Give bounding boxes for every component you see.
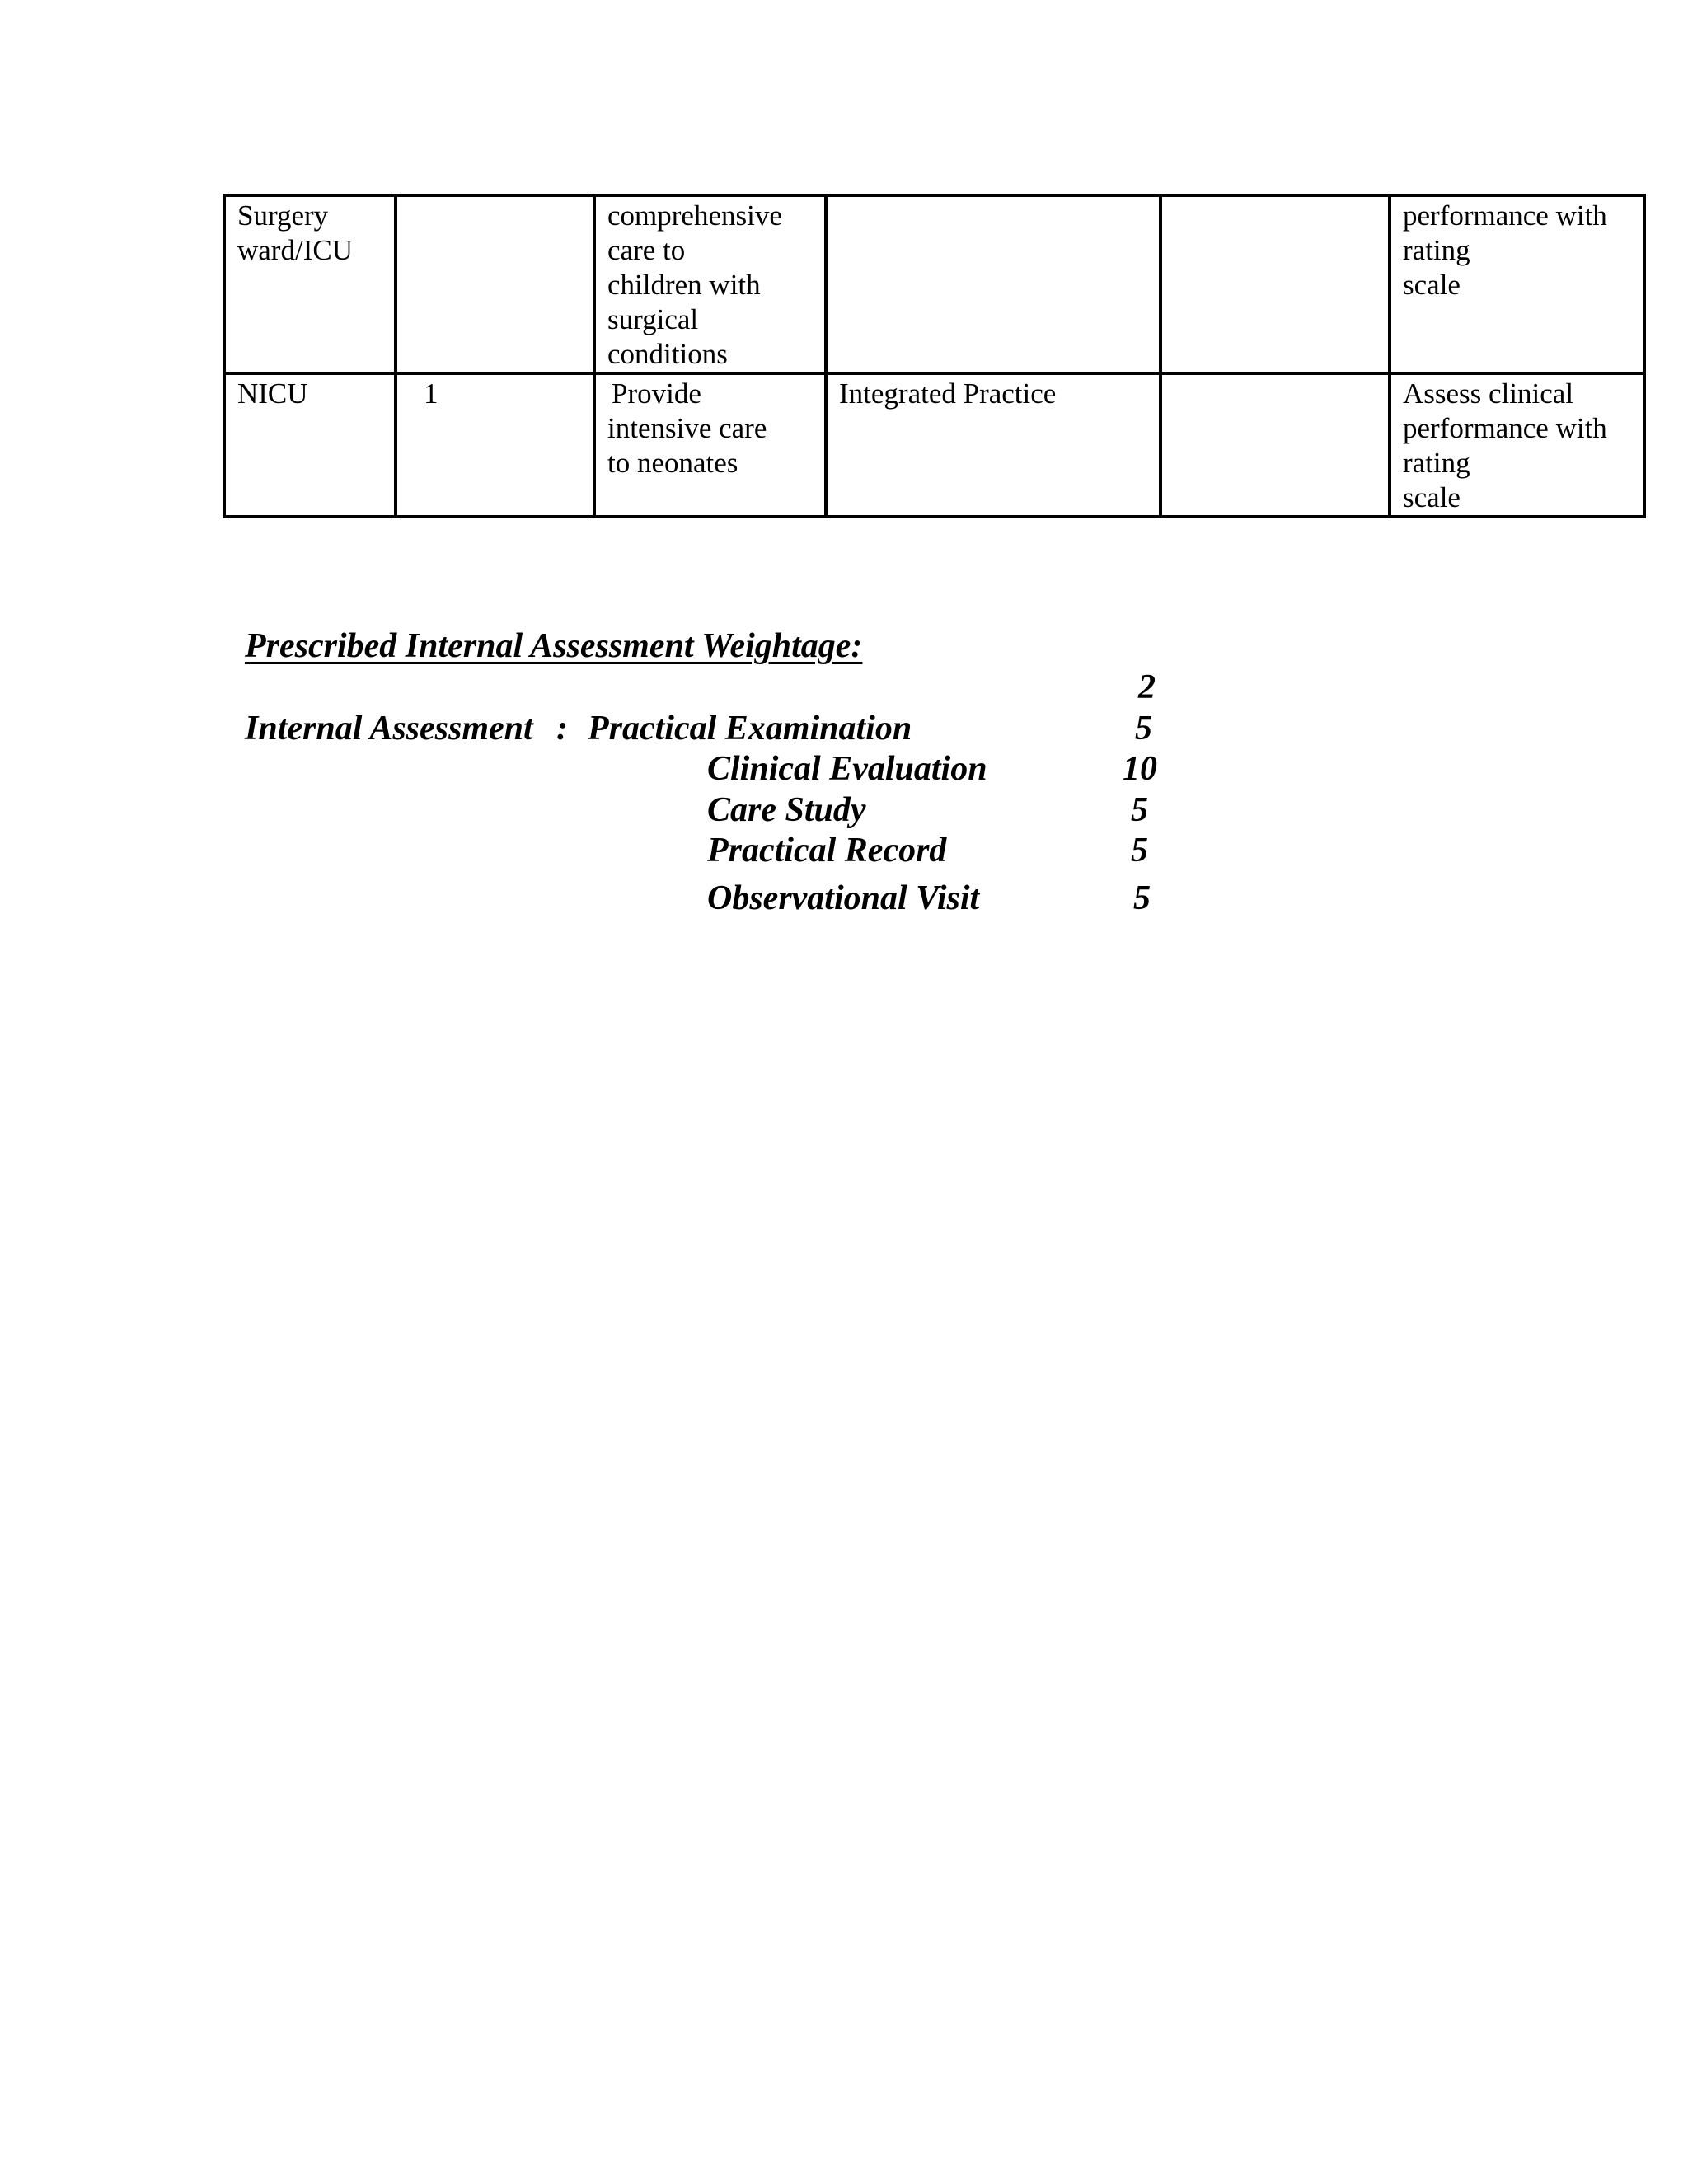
area-cell: NICU [224, 373, 396, 517]
item-marks: 5 [1131, 791, 1148, 829]
assessment-method-cell: performance with rating scale [1390, 195, 1644, 373]
internal-assessment-weightage [0, 0, 1688, 989]
item-name: Observational Visit [707, 879, 980, 917]
activities-cell: Integrated Practice [826, 373, 1160, 517]
label-separator: : [556, 710, 568, 748]
objective-cell: comprehensive care to children with surgical conditions [594, 195, 826, 373]
internal-assessment-label: Internal Assessment [245, 710, 533, 748]
area-cell: Surgery ward/ICU [224, 195, 396, 373]
item-name: Clinical Evaluation [707, 750, 987, 788]
weightage-top-number: 2 [1138, 668, 1156, 706]
item-name: Practical Record [707, 832, 947, 869]
item-marks: 10 [1123, 750, 1157, 788]
item-name: Practical Examination [588, 710, 912, 748]
weightage-heading: Prescribed Internal Assessment Weightage: [245, 627, 863, 665]
assessment-method-cell: Assess clinical performance with rating scale [1390, 373, 1644, 517]
item-marks: 5 [1135, 710, 1152, 748]
duration-cell: 1 [396, 373, 594, 517]
item-marks: 5 [1131, 832, 1148, 869]
item-name: Care Study [707, 791, 866, 829]
item-marks: 5 [1133, 879, 1151, 917]
objective-cell: Provide intensive care to neonates [594, 373, 826, 517]
